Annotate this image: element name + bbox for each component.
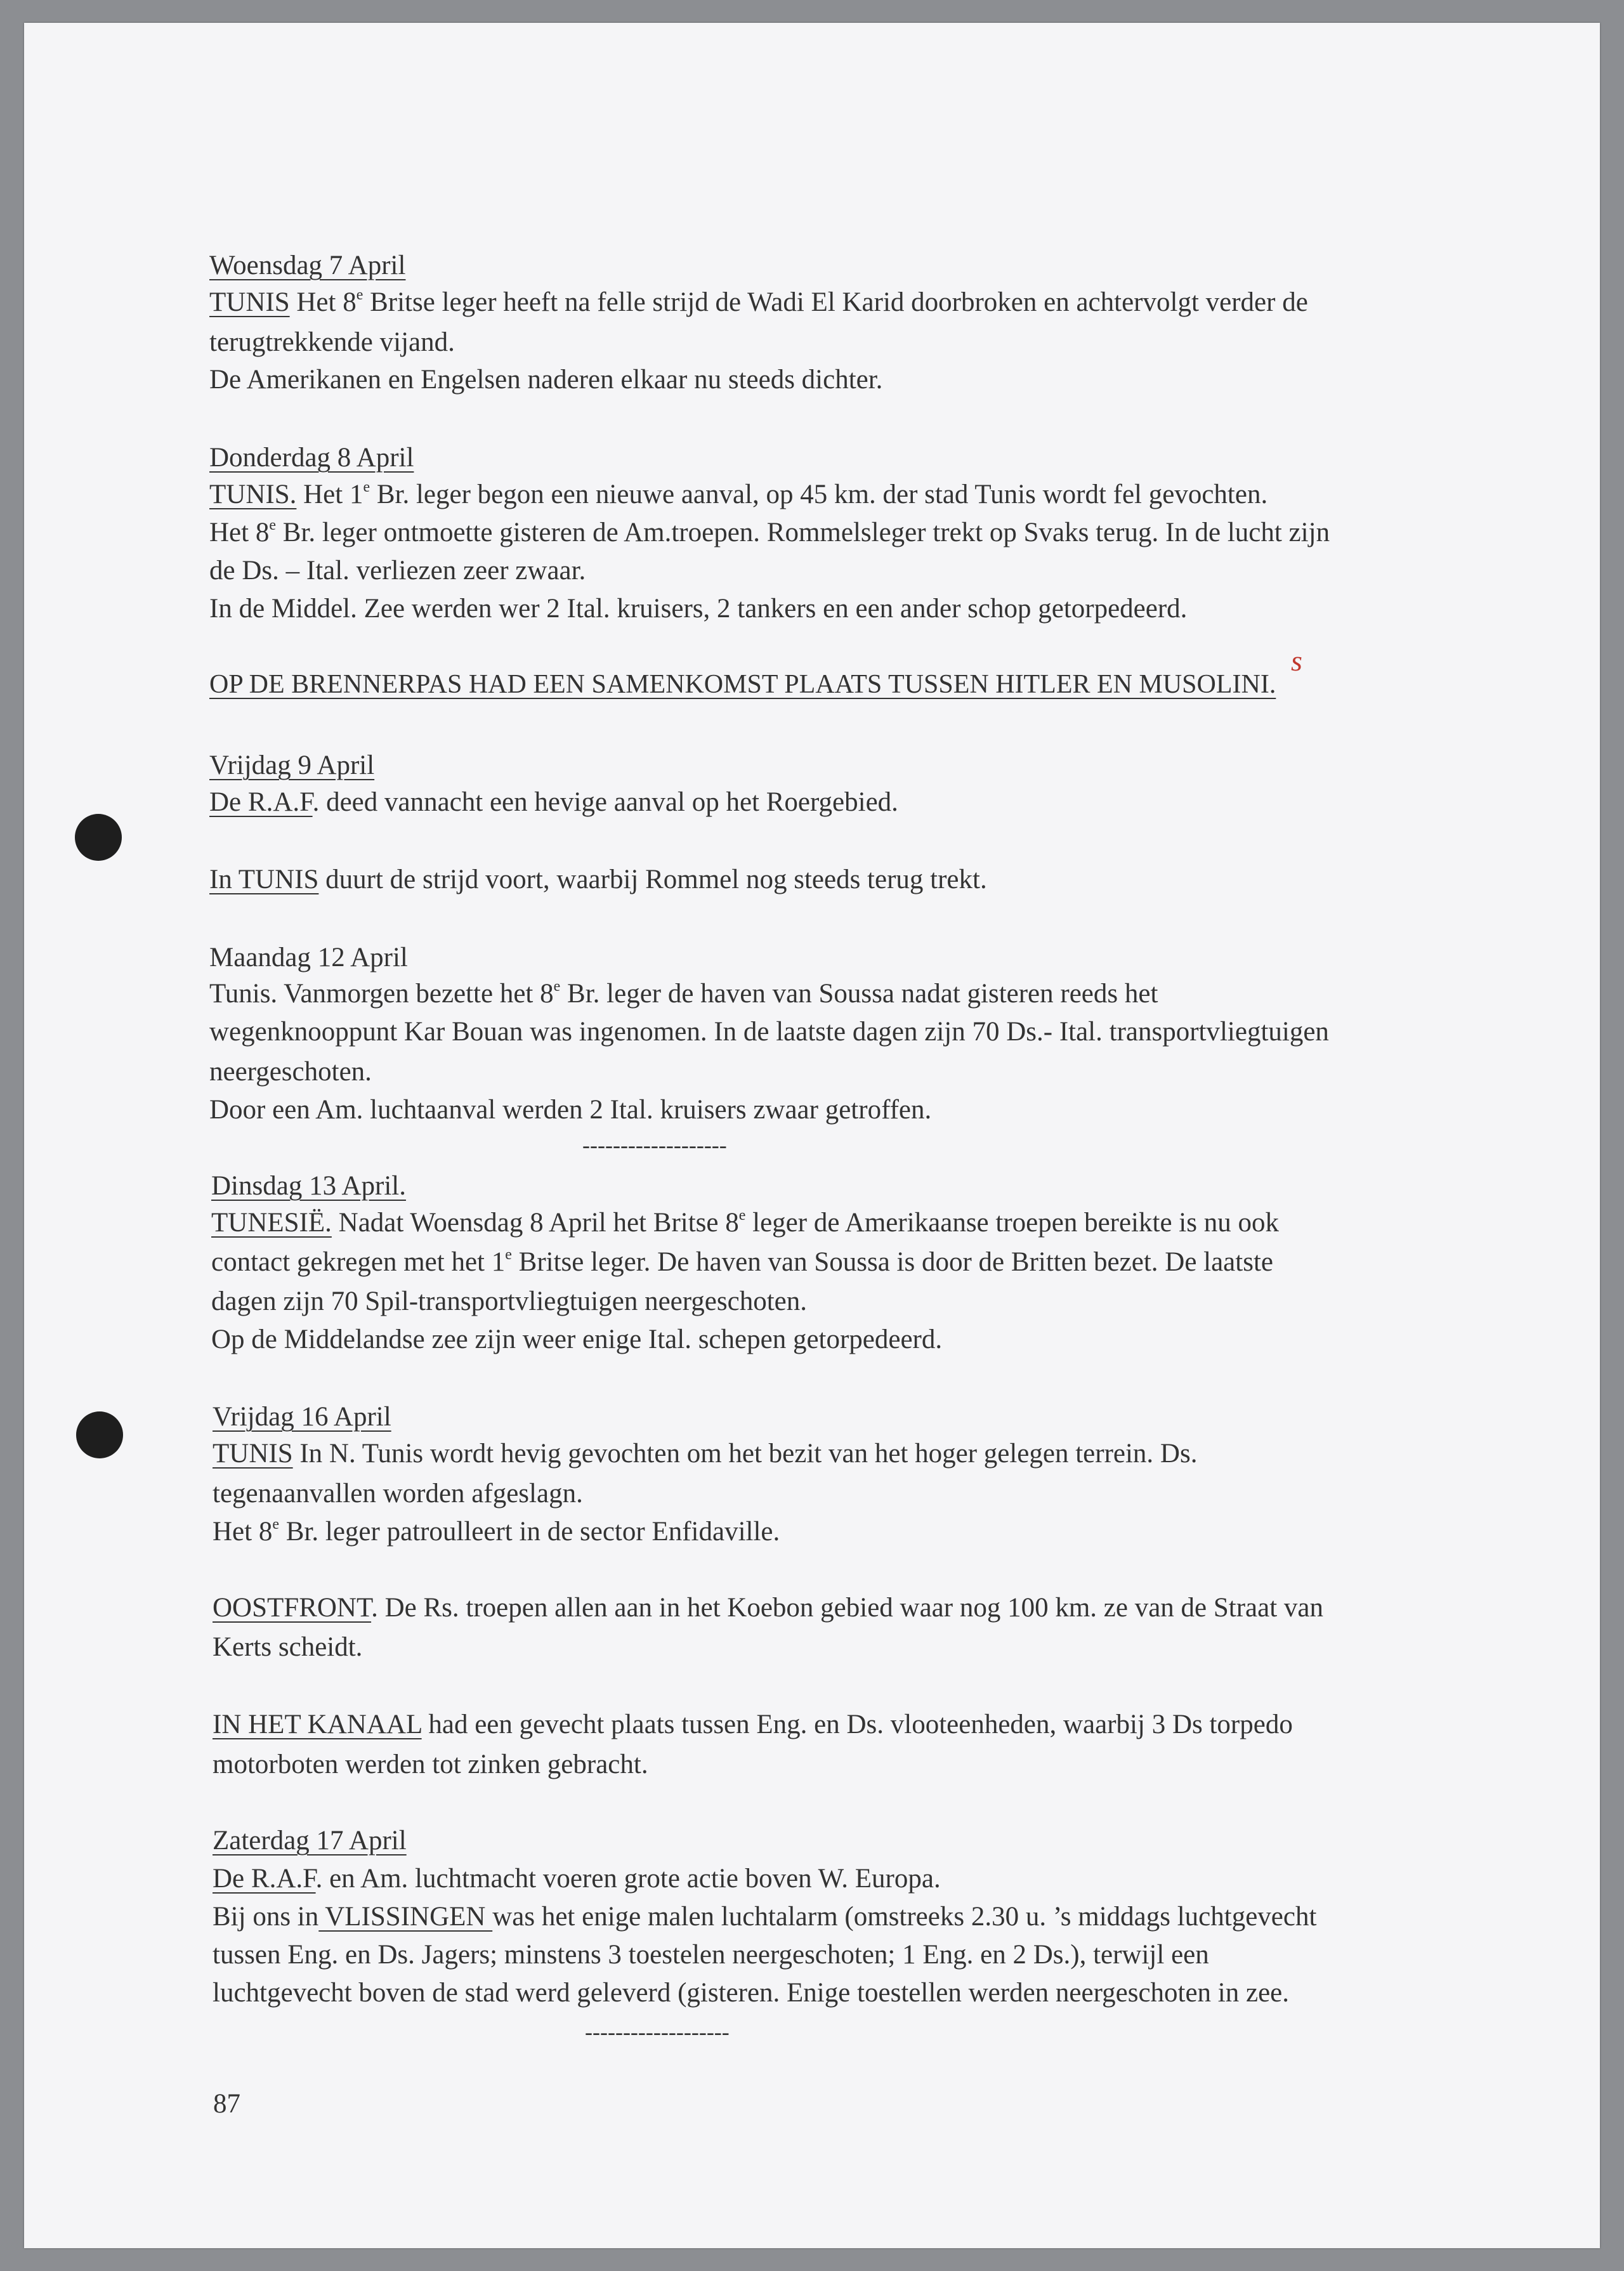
punch-hole-top: [75, 814, 122, 861]
entry-line: Door een Am. luchtaanval werden 2 Ital. kruisers zwaar getroffen.: [209, 1095, 932, 1125]
location-label: TUNIS: [213, 1439, 293, 1469]
location-label: In TUNIS: [209, 865, 319, 894]
entry-date: Maandag 12 April: [209, 943, 408, 972]
entry-line: De R.A.F. en Am. luchtmacht voeren grote actie boven W. Europa.: [213, 1864, 941, 1894]
location-label: TUNIS: [209, 287, 290, 317]
entry-line: contact gekregen met het 1e Britse leger. De haven van Soussa is door de Britten bezet. De laatste: [211, 1247, 1273, 1277]
entry-date: Vrijdag 16 April: [213, 1402, 391, 1432]
entry-date: Donderdag 8 April: [209, 443, 414, 473]
entry-line: terugtrekkende vijand.: [209, 327, 455, 357]
entry-line: de Ds. – Ital. verliezen zeer zwaar.: [209, 556, 586, 586]
location-label: VLISSINGEN: [318, 1902, 493, 1932]
entry-date: Vrijdag 9 April: [209, 750, 375, 780]
entry-line: De R.A.F. deed vannacht een hevige aanval op het Roergebied.: [209, 787, 898, 817]
entry-line: In de Middel. Zee werden wer 2 Ital. kruisers, 2 tankers en een ander schop getorpedeerd.: [209, 594, 1188, 624]
entry-line: Tunis. Vanmorgen bezette het 8e Br. leger de haven van Soussa nadat gisteren reeds het: [209, 978, 1158, 1009]
entry-line: In TUNIS duurt de strijd voort, waarbij Rommel nog steeds terug trekt.: [209, 865, 987, 894]
entry-line: TUNIS In N. Tunis wordt hevig gevochten om het bezit van het hoger gelegen terrein. Ds.: [213, 1439, 1198, 1469]
entry-line: TUNIS Het 8e Britse leger heeft na felle strijd de Wadi El Karid doorbroken en achtervolgt verder de: [209, 287, 1308, 317]
entry-line: OOSTFRONT. De Rs. troepen allen aan in het Koebon gebied waar nog 100 km. ze van de Straat van: [213, 1593, 1324, 1623]
entry-line: wegenknooppunt Kar Bouan was ingenomen. In de laatste dagen zijn 70 Ds.- Ital. transportvliegtuigen: [209, 1017, 1329, 1047]
entry-line: Kerts scheidt.: [213, 1632, 363, 1662]
entry-line: Het 8e Br. leger ontmoette gisteren de Am.troepen. Rommelsleger trekt op Svaks terug. In de lucht zijn: [209, 517, 1330, 547]
entry-line: tussen Eng. en Ds. Jagers; minstens 3 toestelen neergeschoten; 1 Eng. en 2 Ds.), terwijl een: [213, 1940, 1209, 1970]
location-label: OOSTFRONT: [213, 1593, 372, 1623]
entry-date: Zaterdag 17 April: [213, 1826, 407, 1855]
entry-line: De Amerikanen en Engelsen naderen elkaar nu steeds dichter.: [209, 365, 883, 395]
entry-line: tegenaanvallen worden afgeslagn.: [213, 1479, 583, 1509]
entry-line: luchtgevecht boven de stad werd geleverd (gisteren. Enige toestellen werden neergeschoten in zee.: [213, 1978, 1290, 2008]
entry-line: Bij ons in VLISSINGEN was het enige malen luchtalarm (omstreeks 2.30 u. ’s middags luchtgevecht: [213, 1902, 1317, 1932]
location-label: De R.A.F: [213, 1864, 316, 1894]
punch-hole-bottom: [76, 1411, 123, 1458]
location-label: De R.A.F: [209, 787, 313, 817]
divider: -------------------: [582, 1132, 727, 1158]
page-number: 87: [213, 2089, 240, 2119]
location-label: TUNIS.: [209, 480, 297, 509]
entry-line: TUNESIË. Nadat Woensdag 8 April het Britse 8e leger de Amerikaanse troepen bereikte is nu ook: [211, 1207, 1279, 1238]
entry-line: dagen zijn 70 Spil-transportvliegtuigen neergeschoten.: [211, 1286, 807, 1316]
handwritten-correction: s: [1291, 645, 1302, 677]
entry-line: Op de Middelandse zee zijn weer enige Ital. schepen getorpedeerd.: [211, 1325, 943, 1354]
entry-line: IN HET KANAAL had een gevecht plaats tussen Eng. en Ds. vlooteenheden, waarbij 3 Ds torpedo: [213, 1710, 1293, 1739]
entry-date: Woensdag 7 April: [209, 251, 406, 280]
entry-date: Dinsdag 13 April.: [211, 1171, 406, 1201]
entry-line: neergeschoten.: [209, 1057, 372, 1087]
entry-line: Het 8e Br. leger patroulleert in de sector Enfidaville.: [213, 1516, 780, 1547]
divider: -------------------: [585, 2019, 730, 2045]
location-label: IN HET KANAAL: [213, 1710, 422, 1739]
entry-line: TUNIS. Het 1e Br. leger begon een nieuwe aanval, op 45 km. der stad Tunis wordt fel gevochten.: [209, 479, 1268, 509]
entry-line: motorboten werden tot zinken gebracht.: [213, 1750, 648, 1779]
location-label: TUNESIË.: [211, 1208, 332, 1238]
headline: OP DE BRENNERPAS HAD EEN SAMENKOMST PLAATS TUSSEN HITLER EN MUSOLINI.: [209, 670, 1276, 699]
